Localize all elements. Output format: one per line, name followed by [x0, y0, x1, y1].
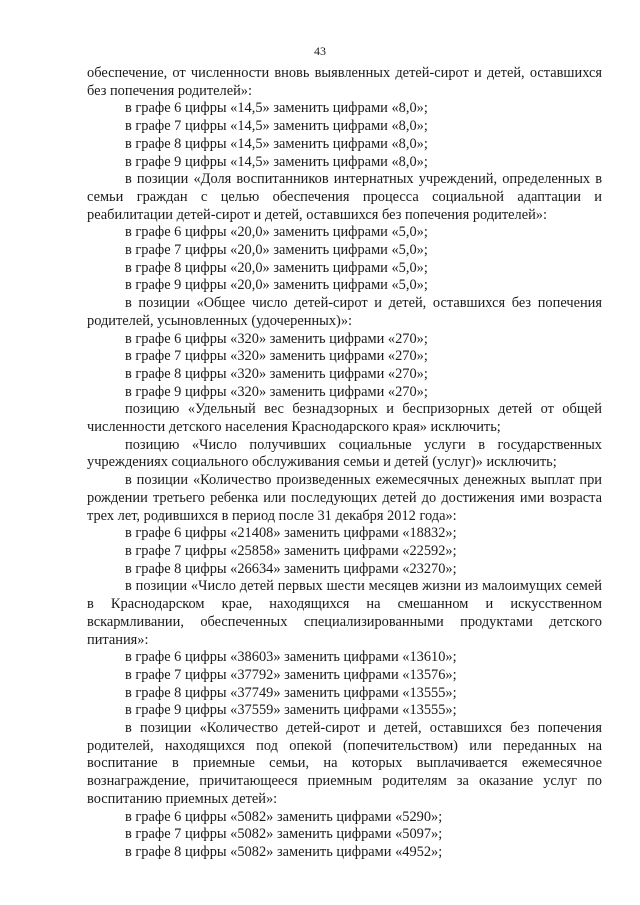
position-paragraph: в позиции «Число детей первых шести месяцев жизни из малоимущих семей в Краснодарском крае, находящихся на смешанном и искусственном вскармливании, обеспеченных специализированными продуктами детского питания»: — [87, 578, 602, 648]
exclusion-paragraph: позицию «Удельный вес безнадзорных и беспризорных детей от общей численности детского населения Краснодарского края» исключить; — [87, 401, 602, 436]
position-paragraph: в позиции «Общее число детей-сирот и детей, оставшихся без попечения родителей, усыновленных (удочеренных)»: — [87, 295, 602, 329]
amendment-line: в графе 6 цифры «14,5» заменить цифрами «8,0»; — [125, 100, 428, 117]
amendment-line: в графе 8 цифры «14,5» заменить цифрами «8,0»; — [125, 135, 428, 152]
amendment-line: в графе 9 цифры «20,0» заменить цифрами «5,0»; — [125, 277, 428, 294]
amendment-line: в графе 7 цифры «20,0» заменить цифрами «5,0»; — [125, 242, 428, 259]
exclusion-paragraph: позицию «Число получивших социальные услуги в государственных учреждениях социального обслуживания семьи и детей (услуг)» исключить; — [87, 436, 602, 471]
amendment-line: в графе 7 цифры «25858» заменить цифрами «22592»; — [125, 542, 457, 559]
amendment-line: в графе 8 цифры «20,0» заменить цифрами «5,0»; — [125, 259, 428, 276]
position-paragraph: в позиции «Доля воспитанников интернатных учреждений, определенных в семьи граждан с целью обеспечения процесса социальной адаптации и реабилитации детей-сирот и детей, оставшихся без попечения родителей»: — [87, 171, 602, 223]
amendment-line: в графе 7 цифры «320» заменить цифрами «270»; — [125, 348, 428, 365]
paragraph-continuation: обеспечение, от численности вновь выявленных детей-сирот и детей, оставшихся без попечения родителей»: — [87, 65, 602, 99]
amendment-line: в графе 6 цифры «38603» заменить цифрами «13610»; — [125, 649, 457, 666]
amendment-line: в графе 8 цифры «320» заменить цифрами «270»; — [125, 365, 428, 382]
amendment-line: в графе 8 цифры «5082» заменить цифрами «4952»; — [125, 843, 443, 860]
amendment-line: в графе 6 цифры «320» заменить цифрами «270»; — [125, 330, 428, 347]
document-body — [87, 65, 602, 862]
amendment-line: в графе 8 цифры «37749» заменить цифрами «13555»; — [125, 684, 457, 701]
amendment-line: в графе 6 цифры «5082» заменить цифрами «5290»; — [125, 808, 443, 825]
amendment-line: в графе 9 цифры «37559» заменить цифрами «13555»; — [125, 702, 457, 719]
amendment-line: в графе 8 цифры «26634» заменить цифрами «23270»; — [125, 560, 457, 577]
amendment-line: в графе 9 цифры «320» заменить цифрами «270»; — [125, 383, 428, 400]
amendment-line: в графе 7 цифры «5082» заменить цифрами «5097»; — [125, 826, 443, 843]
amendment-line: в графе 6 цифры «20,0» заменить цифрами «5,0»; — [125, 224, 428, 241]
amendment-line: в графе 7 цифры «37792» заменить цифрами «13576»; — [125, 666, 457, 683]
page-number: 43 — [314, 44, 326, 58]
amendment-line: в графе 7 цифры «14,5» заменить цифрами «8,0»; — [125, 118, 428, 135]
amendment-line: в графе 6 цифры «21408» заменить цифрами «18832»; — [125, 525, 457, 542]
position-paragraph: в позиции «Количество произведенных ежемесячных денежных выплат при рождении третьего ребенка или последующих детей до достижения ими возраста трех лет, родившихся в период после 31 декабря 2012 года»: — [87, 472, 602, 524]
position-paragraph: в позиции «Количество детей-сирот и детей, оставшихся без попечения родителей, находящихся под опекой (попечительством) или переданных на воспитание в приемные семьи, на которых выплачивается ежемесячное вознаграждение, причитающееся приемным родителям за оказание услуг по воспитанию приемных детей»: — [87, 720, 602, 807]
amendment-line: в графе 9 цифры «14,5» заменить цифрами «8,0»; — [125, 153, 428, 170]
